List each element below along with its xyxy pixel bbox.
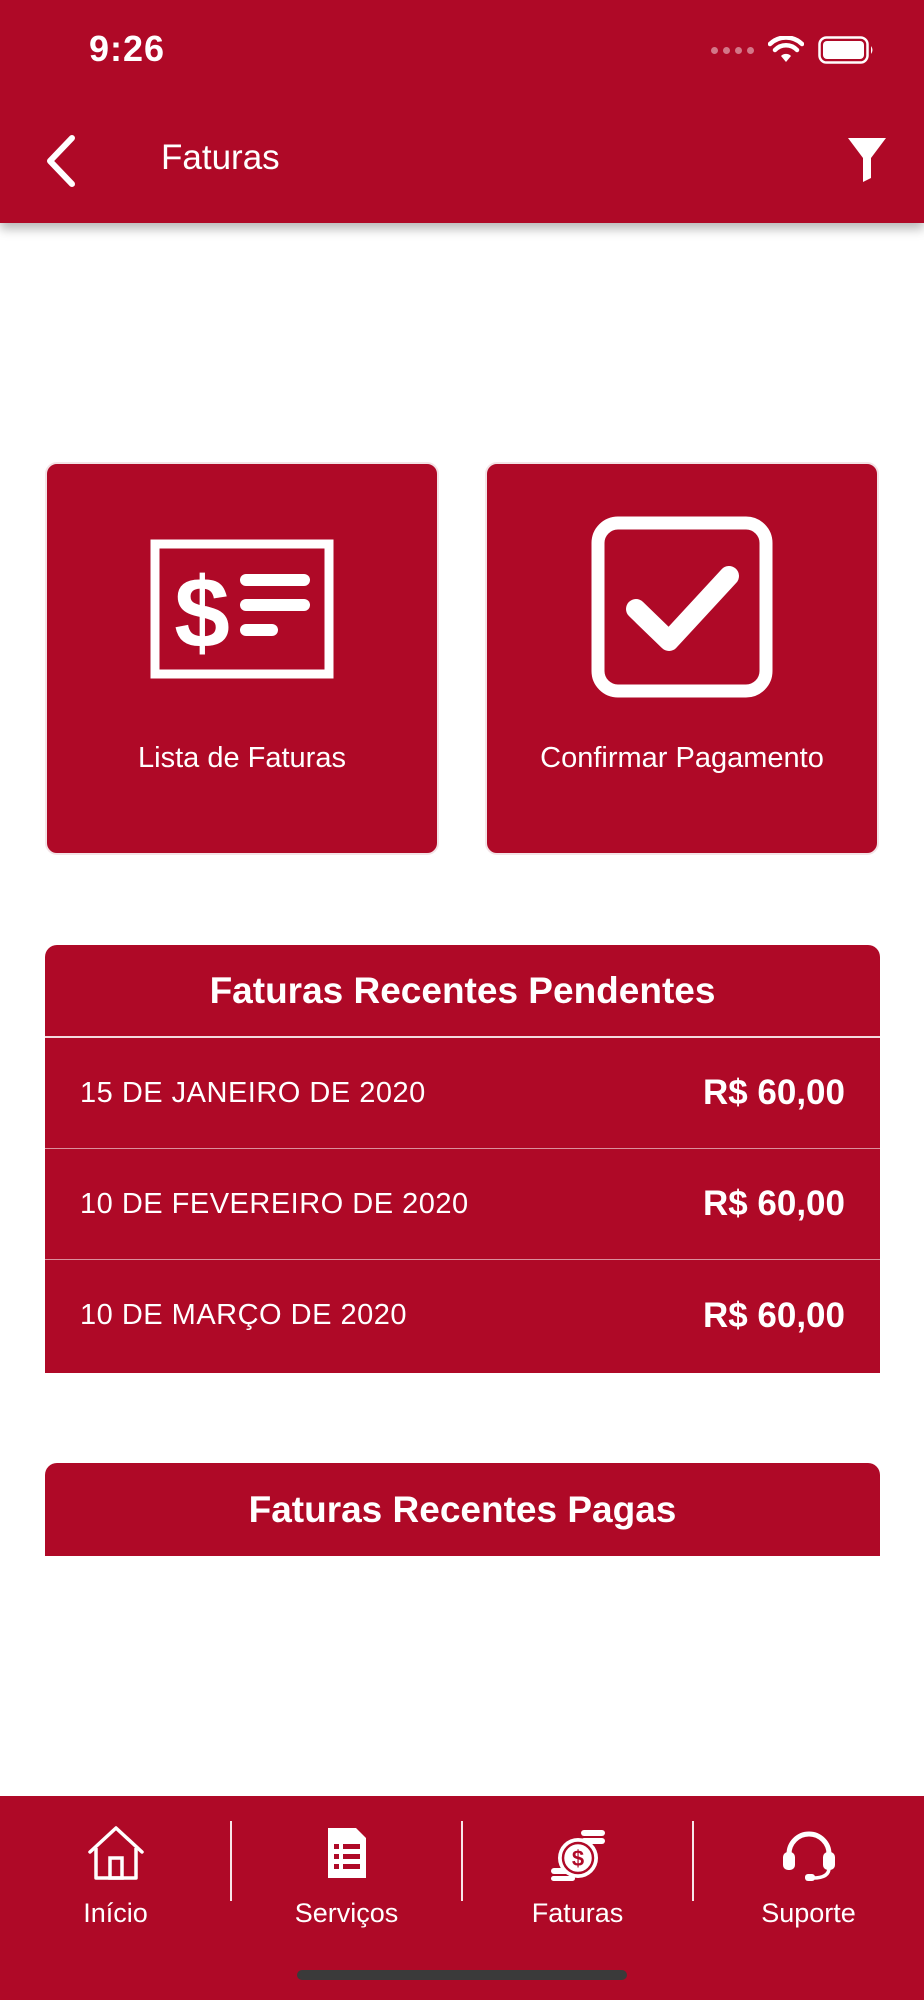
tab-inicio[interactable] <box>0 1816 231 1936</box>
svg-text:$: $ <box>571 1846 584 1871</box>
tab-servicos[interactable] <box>231 1816 462 1936</box>
coins-icon <box>547 1826 609 1882</box>
pending-invoices-panel <box>45 945 880 1373</box>
pending-invoices-title: Faturas Recentes Pendentes <box>45 945 880 1038</box>
invoice-row[interactable] <box>45 1149 880 1260</box>
invoice-amount: R$ 60,00 <box>702 1073 845 1112</box>
tile-label: Lista de Faturas <box>138 742 346 774</box>
status-time: 9:26 <box>89 28 166 69</box>
invoice-row[interactable] <box>45 1038 880 1149</box>
checkbox-check-icon <box>591 516 773 698</box>
svg-text:$: $ <box>174 557 230 669</box>
wifi-icon <box>768 36 804 64</box>
tab-faturas[interactable] <box>462 1816 693 1936</box>
app-header <box>0 0 924 223</box>
tile-label: Confirmar Pagamento <box>540 742 824 774</box>
back-chevron-icon[interactable] <box>40 130 84 192</box>
headset-icon <box>779 1822 839 1882</box>
paid-invoices-panel <box>45 1463 880 1556</box>
document-list-icon <box>324 1824 370 1882</box>
tab-label: Serviços <box>294 1898 399 1928</box>
invoice-dollar-icon <box>150 539 334 679</box>
invoice-amount: R$ 60,00 <box>702 1184 845 1223</box>
tab-suporte[interactable] <box>693 1816 924 1936</box>
home-indicator <box>297 1970 627 1980</box>
filter-icon[interactable] <box>846 134 888 184</box>
tab-label: Suporte <box>761 1898 856 1928</box>
tab-label: Faturas <box>531 1898 624 1928</box>
invoice-date: 10 DE MARÇO DE 2020 <box>80 1299 408 1331</box>
battery-icon <box>818 36 876 64</box>
page-title: Faturas <box>161 138 280 177</box>
confirm-payment-tile[interactable] <box>485 462 879 855</box>
home-icon <box>86 1824 146 1882</box>
signal-icon <box>711 47 754 54</box>
invoice-list-tile[interactable] <box>45 462 439 855</box>
paid-invoices-title: Faturas Recentes Pagas <box>248 1488 677 1530</box>
invoice-row[interactable] <box>45 1260 880 1371</box>
invoice-date: 15 DE JANEIRO DE 2020 <box>80 1076 426 1109</box>
status-icons <box>711 36 876 64</box>
invoice-amount: R$ 60,00 <box>702 1295 845 1335</box>
invoice-date: 10 DE FEVEREIRO DE 2020 <box>80 1187 469 1220</box>
tab-label: Início <box>83 1898 148 1928</box>
